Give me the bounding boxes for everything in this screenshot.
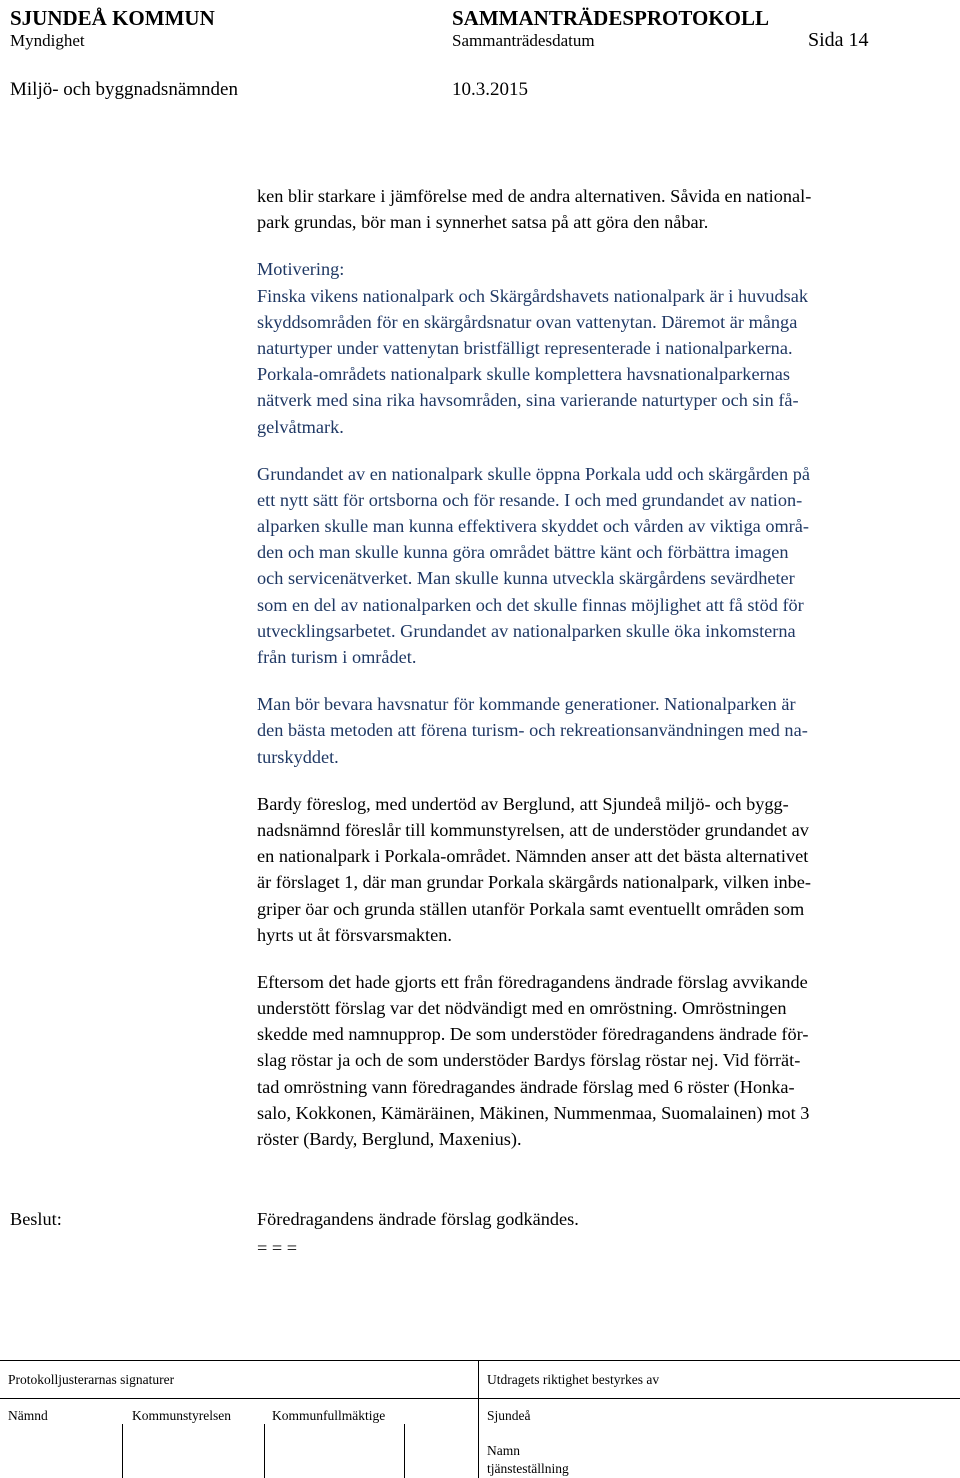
certified-label: Utdragets riktighet bestyrkes av [487,1372,660,1387]
text-line: park grundas, bör man i synnerhet satsa på att göra den nåbar. [257,212,709,233]
signature-footer [0,1360,960,1478]
paragraph [257,461,947,671]
text-line: från turism i området. [257,647,417,667]
text-line: salo, Kokkonen, Kämäräinen, Mäkinen, Nummenmaa, Suomalainen) mot 3 [257,1102,810,1123]
text-line: skedde med namnupprop. De som understöder föredragandens ändrade för- [257,1024,809,1045]
text-line: är förslaget 1, där man grundar Porkala skärgårds nationalpark, vilken inbe- [257,872,812,893]
text-line: understött förslag var det nödvändigt med en omröstning. Omröstningen [257,998,787,1019]
text-line: naturtyper under vattenytan bristfälligt representerade i nationalparkerna. [257,337,793,358]
text-line: Finska vikens nationalpark och Skärgårdshavets nationalpark är i huvudsak [257,285,809,306]
text-line: slag röstar ja och de som understöder Bardys förslag röstar nej. Vid förrät- [257,1050,801,1071]
text-line: nadsnämnd föreslår till kommunstyrelsen, att de understöder grundandet av [257,819,809,840]
footer-col-divider [404,1424,405,1478]
text-line: turskyddet. [257,746,339,767]
page-number: Sida 14 [808,29,869,51]
text-line: utvecklingsarbetet. Grundandet av nationalparken skulle öka inkomsterna [257,620,796,641]
paragraph [257,183,947,235]
paragraph [257,256,947,439]
text-line: en nationalpark i Porkala-området. Nämnden anser att det bästa alternativet [257,846,809,867]
text-line: alparken skulle man kunna effektivera skyddet och vården av viktiga områ- [257,516,809,537]
authority-label: Myndighet [10,31,85,50]
position-label: tjänsteställning [487,1461,569,1476]
paragraph [257,791,947,948]
decision-label: Beslut: [10,1209,62,1229]
text-line: ett nytt sätt för ortsborna och för resande. I och med grundandet av nation- [257,489,803,510]
column-namnd: Nämnd [8,1408,48,1423]
municipality-name: SJUNDEÅ KOMMUN [10,6,215,30]
text-line: Man bör bevara havsnatur för kommande generationer. Nationalparken är [257,694,796,715]
footer-top-rule [0,1360,960,1361]
place-label: Sjundeå [487,1408,531,1423]
end-mark: = = = [257,1238,298,1258]
text-line: som en del av nationalparken och det skulle finnas möjlighet att få stöd för [257,594,804,615]
footer-col-divider [122,1424,123,1478]
text-line: ken blir starkare i jämförelse med de andra alternativen. Såvida en national- [257,186,812,206]
text-line: Porkala-områdets nationalpark skulle komplettera havsnationalparkernas [257,364,791,385]
column-kommunstyrelsen: Kommunstyrelsen [132,1408,231,1423]
column-kommunfullmaktige: Kommunfullmäktige [272,1408,386,1423]
text-line: röster (Bardy, Berglund, Maxenius). [257,1129,522,1149]
protocol-body [257,183,947,1173]
paragraph [257,969,947,1152]
section-heading: Motivering: [257,259,345,280]
meeting-date: 10.3.2015 [452,79,528,100]
text-line: nätverk med sina rika havsområden, sina varierande naturtyper och sin få- [257,390,799,411]
footer-middle-rule [0,1398,960,1399]
text-line: griper öar och grunda ställen utanför Porkala samt eventuellt områden som [257,898,805,919]
footer-col-divider [264,1424,265,1478]
text-line: Eftersom det hade gjorts ett från föredragandens ändrade förslag avvikande [257,971,808,992]
text-line: tad omröstning vann föredragandes ändrade förslag med 6 röster (Honka- [257,1076,795,1097]
authority-name: Miljö- och byggnadsnämnden [10,79,238,100]
text-line: den och man skulle kunna göra området bättre känt och förbättra imagen [257,542,789,563]
signatures-label: Protokolljusterarnas signaturer [8,1372,175,1387]
meeting-date-label: Sammanträdesdatum [452,31,595,50]
text-line: Grundandet av en nationalpark skulle öppna Porkala udd och skärgården på [257,463,811,484]
decision-text: Föredragandens ändrade förslag godkändes. [257,1209,579,1229]
text-line: gelvåtmark. [257,416,344,437]
paragraph [257,691,947,770]
text-line: Bardy föreslog, med undertöd av Berglund, att Sjundeå miljö- och bygg- [257,793,789,814]
text-line: hyrts ut åt försvarsmakten. [257,924,452,945]
text-line: och servicenätverket. Man skulle kunna utveckla skärgårdens sevärdheter [257,568,795,589]
document-type: SAMMANTRÄDESPROTOKOLL [452,6,769,30]
text-line: skyddsområden för en skärgårdsnatur ovan vattenytan. Däremot är många [257,311,798,332]
footer-center-divider [478,1360,479,1478]
name-label: Namn [487,1443,520,1458]
text-line: den bästa metoden att förena turism- och rekreationsanvändningen med na- [257,720,808,741]
